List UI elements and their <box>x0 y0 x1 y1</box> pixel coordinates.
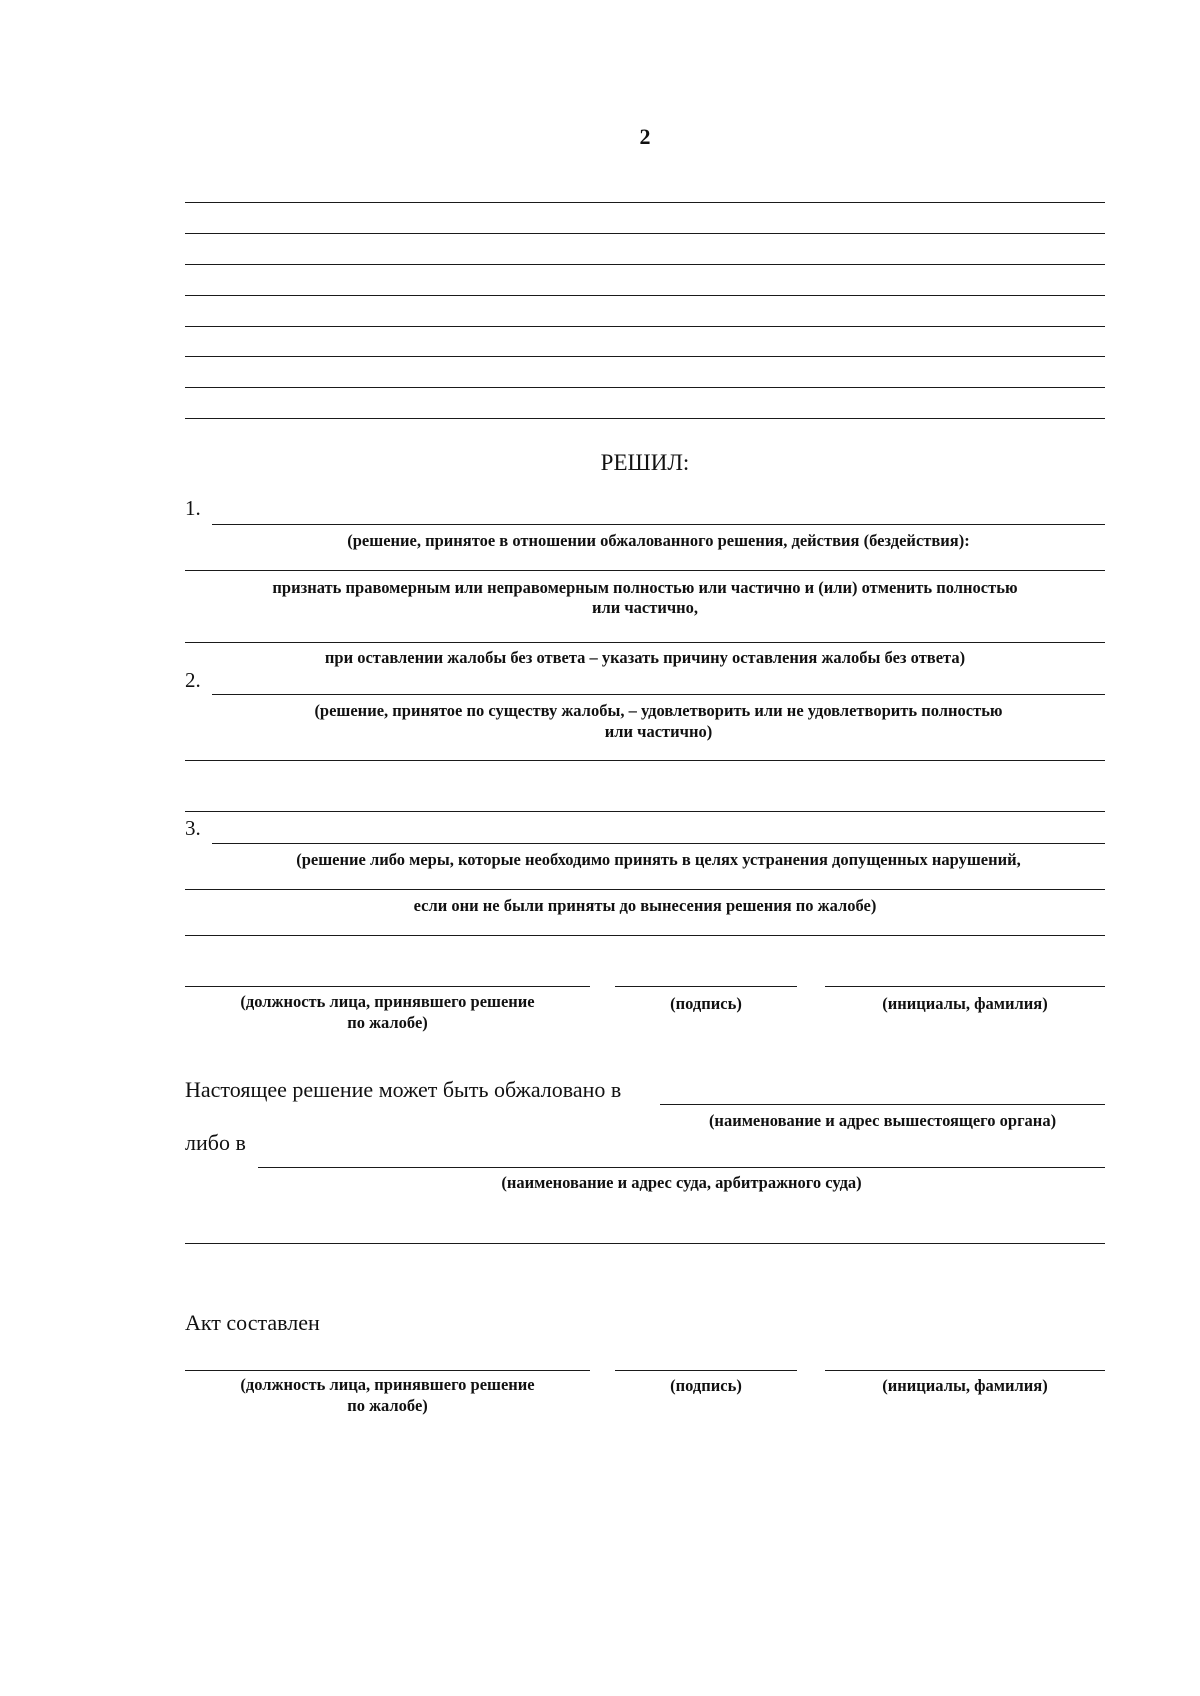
item-3-field[interactable] <box>212 843 1105 844</box>
signature-1-signature-field[interactable] <box>615 986 797 987</box>
signature-2-position-label-a: (должность лица, принявшего решение <box>240 1375 535 1394</box>
signature-1-signature-label: (подпись) <box>670 994 742 1013</box>
item-3-field-2[interactable] <box>185 889 1105 890</box>
decision-heading: РЕШИЛ: <box>600 450 690 475</box>
item-1-field-3[interactable] <box>185 642 1105 643</box>
item-3-field-3[interactable] <box>185 935 1105 936</box>
blank-line <box>185 295 1105 296</box>
blank-line <box>185 326 1105 327</box>
item-2-number: 2. <box>185 668 201 692</box>
item-3-caption-a: (решение либо меры, которые необходимо принять в целях устранения допущенных нарушений, <box>296 850 1021 869</box>
signature-2-position-label-b: по жалобе) <box>347 1396 428 1415</box>
higher-body-label: (наименование и адрес вышестоящего органа) <box>708 1111 1057 1130</box>
or-text: либо в <box>185 1130 246 1155</box>
court-field[interactable] <box>258 1167 1105 1168</box>
item-3-caption-b: если они не были приняты до вынесения решения по жалобе) <box>413 896 877 915</box>
item-1-field[interactable] <box>212 524 1105 525</box>
item-2-field-3[interactable] <box>185 811 1105 812</box>
signature-2-name-field[interactable] <box>825 1370 1105 1371</box>
item-1-caption-3: при оставлении жалобы без ответа – указать причину оставления жалобы без ответа) <box>324 648 966 667</box>
appeal-text: Настоящее решение может быть обжаловано в <box>185 1077 622 1102</box>
higher-body-field[interactable] <box>660 1104 1105 1105</box>
blank-line <box>185 264 1105 265</box>
signature-2-signature-field[interactable] <box>615 1370 797 1371</box>
item-1-caption: (решение, принятое в отношении обжалованного решения, действия (бездействия): <box>347 531 970 550</box>
item-1-caption-2b: или частично, <box>591 598 699 617</box>
signature-1-position-label-b: по жалобе) <box>347 1013 428 1032</box>
item-2-caption-a: (решение, принятое по существу жалобы, – удовлетворить или не удовлетворить полностью <box>314 701 1003 720</box>
item-1-field-2[interactable] <box>185 570 1105 571</box>
signature-2-position-field[interactable] <box>185 1370 590 1371</box>
signature-1-name-field[interactable] <box>825 986 1105 987</box>
blank-line <box>185 356 1105 357</box>
item-2-caption-b: или частично) <box>604 722 713 741</box>
blank-line <box>185 202 1105 203</box>
blank-line <box>185 233 1105 234</box>
item-1-number: 1. <box>185 496 201 520</box>
signature-1-name-label: (инициалы, фамилия) <box>882 994 1048 1013</box>
signature-1-position-field[interactable] <box>185 986 590 987</box>
item-2-field[interactable] <box>212 694 1105 695</box>
item-2-field-2[interactable] <box>185 760 1105 761</box>
item-3-number: 3. <box>185 816 201 840</box>
item-1-caption-2a: признать правомерным или неправомерным полностью или частично и (или) отменить полностью <box>272 578 1018 597</box>
blank-line <box>185 418 1105 419</box>
signature-1-position-label-a: (должность лица, принявшего решение <box>240 992 535 1011</box>
page-number: 2 <box>639 124 651 149</box>
court-label: (наименование и адрес суда, арбитражного суда) <box>501 1173 862 1192</box>
act-text: Акт составлен <box>185 1310 320 1335</box>
signature-2-name-label: (инициалы, фамилия) <box>882 1376 1048 1395</box>
blank-line <box>185 387 1105 388</box>
court-field-2[interactable] <box>185 1243 1105 1244</box>
signature-2-signature-label: (подпись) <box>670 1376 742 1395</box>
